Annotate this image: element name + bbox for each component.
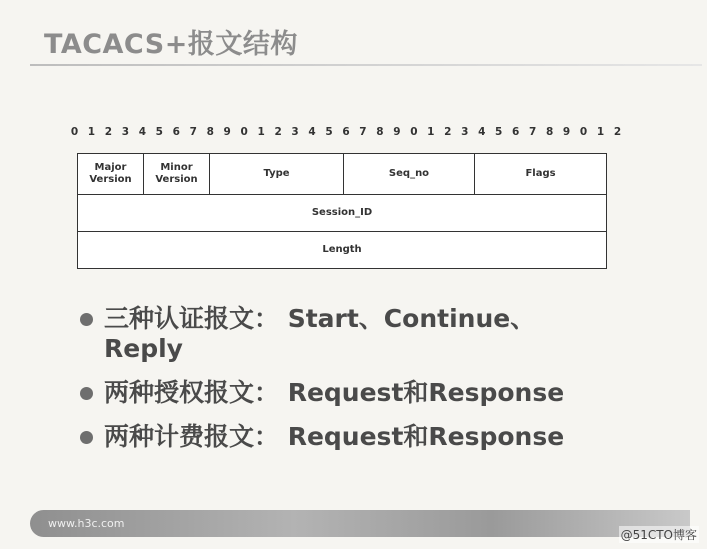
field-major-version-line1: Major [94, 162, 127, 173]
bullet-list [80, 304, 680, 466]
footer-bar [30, 510, 690, 537]
bullet-text: 三种认证报文： Start、Continue、 [104, 304, 536, 333]
watermark: @51CTO博客 [620, 528, 697, 542]
bit-ruler-digit: 9 [223, 126, 231, 138]
bullet-item-authorization [80, 378, 680, 408]
field-type: Type [210, 154, 344, 194]
bit-ruler-digit: 4 [478, 126, 486, 138]
slide-title: TACACS+报文结构 [44, 29, 298, 60]
bit-ruler-digit: 7 [359, 126, 367, 138]
field-major-version [78, 154, 144, 194]
bullet-text: 两种授权报文： Request和Response [104, 378, 565, 407]
field-flags: Flags [525, 168, 556, 179]
bit-ruler-digit: 1 [596, 126, 605, 138]
bit-ruler-digit: 0 [410, 126, 418, 138]
bit-ruler-digit: 4 [308, 126, 316, 138]
header-row-3 [78, 232, 606, 268]
bullet-item-accounting [80, 422, 680, 452]
bit-ruler-digit: 2 [444, 126, 452, 138]
bit-ruler-digit: 6 [342, 126, 350, 138]
header-row-1 [78, 154, 606, 195]
bit-ruler-digit: 8 [376, 126, 384, 138]
bit-ruler-digit: 8 [206, 126, 214, 138]
field-seq-no: Seq_no [344, 154, 475, 194]
bullet-item-authentication [80, 304, 680, 364]
bit-ruler-digit: 5 [495, 126, 503, 138]
bit-ruler-digit: 2 [104, 126, 113, 138]
bullet-text: 两种计费报文： Request和Response [104, 422, 565, 451]
bit-ruler-digit: 3 [461, 126, 469, 138]
footer-url: www.h3c.com [48, 517, 125, 530]
bit-ruler-digit: 5 [325, 126, 333, 138]
bit-ruler-digit: 7 [528, 126, 537, 138]
bit-ruler-digit: 6 [512, 126, 520, 138]
bit-ruler-digit: 7 [189, 126, 197, 138]
bit-ruler-digit: 9 [393, 126, 401, 138]
title-divider [30, 64, 702, 66]
bit-ruler-digit: 0 [70, 126, 79, 138]
field-length: Length [322, 244, 362, 255]
bit-ruler-digit: 5 [155, 126, 163, 138]
bit-ruler-digit: 0 [579, 126, 588, 138]
bit-ruler-digit: 1 [257, 126, 265, 138]
header-row-2 [78, 195, 606, 232]
bit-ruler-digit: 2 [613, 126, 622, 138]
bit-ruler-digit: 9 [562, 126, 571, 138]
bit-ruler-digit: 3 [291, 126, 299, 138]
field-minor-version-line1: Minor [160, 162, 193, 173]
bit-ruler-digit: 1 [87, 126, 96, 138]
bit-ruler-digit: 3 [121, 126, 130, 138]
field-minor-version-line2: Version [155, 174, 198, 185]
packet-header-diagram [77, 153, 607, 269]
bit-ruler-digit: 6 [172, 126, 180, 138]
field-major-version-line2: Version [89, 174, 132, 185]
field-session-id: Session_ID [311, 207, 373, 218]
bit-ruler [66, 126, 626, 138]
bullet-text-continued: Reply [104, 334, 183, 363]
bit-ruler-digit: 2 [274, 126, 282, 138]
bit-ruler-digit: 0 [240, 126, 248, 138]
bullet-dot-icon [80, 387, 93, 400]
bullet-dot-icon [80, 431, 93, 444]
bit-ruler-digit: 4 [138, 126, 147, 138]
bullet-dot-icon [80, 313, 93, 326]
bit-ruler-digit: 1 [427, 126, 435, 138]
bit-ruler-digit: 8 [545, 126, 554, 138]
field-minor-version [144, 154, 210, 194]
